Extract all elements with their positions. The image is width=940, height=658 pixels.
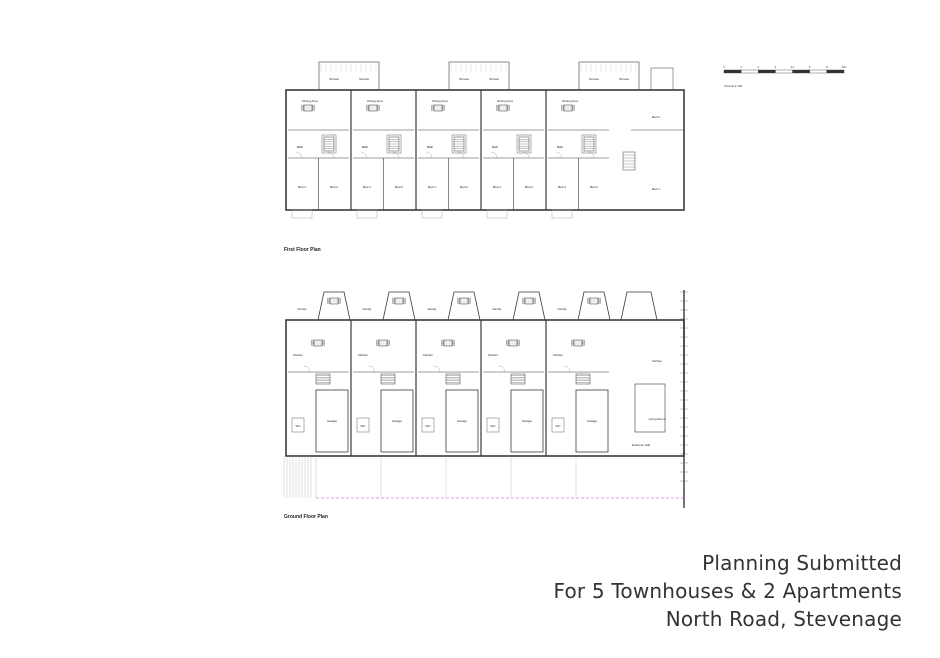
chair-icon xyxy=(518,340,520,342)
scale-segment xyxy=(827,70,844,73)
room-label-entrance: Entrance Hall xyxy=(631,443,651,447)
scale-segment xyxy=(724,70,741,73)
chair-icon xyxy=(432,107,434,109)
caption-status: Planning Submitted xyxy=(702,551,902,575)
room-label-dining: Dining Area xyxy=(367,99,383,103)
room-label-bed: Bed 1 xyxy=(363,185,371,189)
first-floor-plan xyxy=(286,62,684,218)
chair-icon xyxy=(518,342,520,344)
chair-icon xyxy=(599,298,601,300)
terrace-outline xyxy=(319,62,379,90)
table-icon xyxy=(564,105,572,111)
chair-icon xyxy=(377,344,379,346)
chair-icon xyxy=(523,300,525,302)
door-swing xyxy=(434,366,440,372)
room-label-bath: Bath xyxy=(491,145,499,149)
chair-icon xyxy=(313,109,315,111)
chair-icon xyxy=(323,342,325,344)
room-label-bed: Bed 2 xyxy=(460,185,468,189)
scale-tick-label: 8 xyxy=(826,66,828,69)
chair-icon xyxy=(534,298,536,300)
bay-projection xyxy=(513,292,545,320)
room-label-bed: Bed 1 xyxy=(558,185,566,189)
room-label-bed: Bed 2 xyxy=(652,115,660,119)
ground-floor-outer-wall xyxy=(286,320,684,456)
chair-icon xyxy=(583,340,585,342)
scale-tick-label: 4m xyxy=(790,66,795,69)
chair-icon xyxy=(313,105,315,107)
chair-icon xyxy=(588,300,590,302)
chair-icon xyxy=(453,344,455,346)
room-label-bed: Bed 1 xyxy=(493,185,501,189)
chair-icon xyxy=(432,105,434,107)
chair-icon xyxy=(518,344,520,346)
scale-tick-label: 1 xyxy=(740,66,742,69)
room-label-kitchen: Kitchen xyxy=(552,353,564,357)
room-label-bath: Bath xyxy=(361,145,369,149)
room-label-wc: WC xyxy=(555,424,561,428)
chair-icon xyxy=(573,105,575,107)
chair-icon xyxy=(507,342,509,344)
chair-icon xyxy=(523,302,525,304)
table-icon xyxy=(509,340,517,346)
room-label-dining: Dining Area xyxy=(302,99,318,103)
room-label-bath: Bath xyxy=(556,145,564,149)
room-label-terrace: Terrace xyxy=(458,77,470,81)
chair-icon xyxy=(572,340,574,342)
caption-location: North Road, Stevenage xyxy=(665,607,902,631)
chair-icon xyxy=(469,300,471,302)
chair-icon xyxy=(573,107,575,109)
table-icon xyxy=(434,105,442,111)
chair-icon xyxy=(302,105,304,107)
chair-icon xyxy=(404,302,406,304)
chair-icon xyxy=(312,344,314,346)
chair-icon xyxy=(508,107,510,109)
scale-segment xyxy=(775,70,792,73)
chair-icon xyxy=(443,109,445,111)
room-label-bed: Bed 1 xyxy=(652,187,660,191)
room-label-bed: Bed 1 xyxy=(428,185,436,189)
room-label-garage: Garage xyxy=(456,419,468,423)
chair-icon xyxy=(302,107,304,109)
table-icon xyxy=(574,340,582,346)
table-icon xyxy=(304,105,312,111)
door-swing xyxy=(426,152,432,158)
ground-floor-plan xyxy=(284,290,688,508)
chair-icon xyxy=(497,109,499,111)
bay-window xyxy=(357,210,377,218)
table-icon xyxy=(590,298,598,304)
chair-icon xyxy=(507,344,509,346)
scale-segment xyxy=(810,70,827,73)
chair-icon xyxy=(469,302,471,304)
chair-icon xyxy=(588,298,590,300)
chair-icon xyxy=(393,302,395,304)
chair-icon xyxy=(393,298,395,300)
bay-window xyxy=(292,210,312,218)
chair-icon xyxy=(562,105,564,107)
chair-icon xyxy=(583,344,585,346)
ground-floor-plan-title: Ground Floor Plan xyxy=(284,514,328,520)
room-label-dining: Dining Area xyxy=(562,99,578,103)
chair-icon xyxy=(599,302,601,304)
room-label-living: Living Room xyxy=(648,417,666,421)
chair-icon xyxy=(469,298,471,300)
chair-icon xyxy=(508,105,510,107)
bay-projection xyxy=(318,292,350,320)
scale-tick-label: 0 xyxy=(723,66,725,69)
chair-icon xyxy=(458,300,460,302)
chair-icon xyxy=(404,300,406,302)
chair-icon xyxy=(378,105,380,107)
chair-icon xyxy=(497,107,499,109)
room-label-kitchen: Kitchen xyxy=(422,353,434,357)
scale-bar xyxy=(723,65,846,73)
room-label-family: Family xyxy=(427,307,437,311)
room-label-terrace: Terrace xyxy=(328,77,340,81)
door-swing xyxy=(564,366,570,372)
room-label-terrace: Terrace xyxy=(358,77,370,81)
chair-icon xyxy=(599,300,601,302)
chair-icon xyxy=(388,340,390,342)
chair-icon xyxy=(442,344,444,346)
first-floor-plan-title: First Floor Plan xyxy=(284,247,321,253)
chair-icon xyxy=(367,105,369,107)
table-icon xyxy=(379,340,387,346)
room-label-terrace: Terrace xyxy=(488,77,500,81)
bay-projection xyxy=(621,292,657,320)
chair-icon xyxy=(393,300,395,302)
scale-segment xyxy=(741,70,758,73)
room-label-family: Family xyxy=(297,307,307,311)
chair-icon xyxy=(588,302,590,304)
scale-tick-label: 3 xyxy=(774,66,777,69)
chair-icon xyxy=(323,340,325,342)
chair-icon xyxy=(508,109,510,111)
room-label-bed: Bed 2 xyxy=(395,185,403,189)
door-swing xyxy=(369,366,375,372)
bay-window xyxy=(422,210,442,218)
door-swing xyxy=(556,152,562,158)
bay-projection xyxy=(383,292,415,320)
room-label-family: Family xyxy=(362,307,372,311)
room-label-wc: WC xyxy=(360,424,366,428)
caption-description: For 5 Townhouses & 2 Apartments xyxy=(553,579,902,603)
table-icon xyxy=(444,340,452,346)
table-icon xyxy=(395,298,403,304)
room-label-dining: Dining Area xyxy=(497,99,513,103)
room-label-dining: Dining Area xyxy=(432,99,448,103)
chair-icon xyxy=(583,342,585,344)
chair-icon xyxy=(313,107,315,109)
room-label-bed: Bed 2 xyxy=(330,185,338,189)
chair-icon xyxy=(312,340,314,342)
chair-icon xyxy=(388,342,390,344)
table-icon xyxy=(525,298,533,304)
room-label-bed: Bed 1 xyxy=(298,185,306,189)
room-label-kitchen: Kitchen xyxy=(487,353,499,357)
terrace-outline xyxy=(579,62,639,90)
chair-icon xyxy=(443,105,445,107)
chair-icon xyxy=(453,340,455,342)
chair-icon xyxy=(377,342,379,344)
table-icon xyxy=(369,105,377,111)
table-icon xyxy=(314,340,322,346)
table-icon xyxy=(460,298,468,304)
stair-core xyxy=(635,384,665,432)
scale-label: SCALE 1:100 xyxy=(724,84,743,88)
room-label-garage: Garage xyxy=(586,419,598,423)
chair-icon xyxy=(339,298,341,300)
room-label-bed: Bed 2 xyxy=(590,185,598,189)
room-label-wc: WC xyxy=(425,424,431,428)
room-label-kitchen: Kitchen xyxy=(651,359,663,363)
door-swing xyxy=(304,366,310,372)
room-label-kitchen: Kitchen xyxy=(292,353,304,357)
chair-icon xyxy=(443,107,445,109)
room-label-bath: Bath xyxy=(426,145,434,149)
chair-icon xyxy=(562,107,564,109)
table-icon xyxy=(330,298,338,304)
door-swing xyxy=(499,366,505,372)
chair-icon xyxy=(458,302,460,304)
scale-segment xyxy=(758,70,775,73)
door-swing xyxy=(361,152,367,158)
chair-icon xyxy=(442,342,444,344)
room-label-wc: WC xyxy=(490,424,496,428)
chair-icon xyxy=(367,107,369,109)
door-swing xyxy=(296,152,302,158)
balcony-outline xyxy=(651,68,673,90)
scale-segment xyxy=(793,70,810,73)
chair-icon xyxy=(432,109,434,111)
terrace-outline xyxy=(449,62,509,90)
table-icon xyxy=(499,105,507,111)
bay-projection xyxy=(578,292,610,320)
bay-window xyxy=(487,210,507,218)
chair-icon xyxy=(302,109,304,111)
chair-icon xyxy=(328,298,330,300)
chair-icon xyxy=(534,300,536,302)
chair-icon xyxy=(523,298,525,300)
room-label-bath: Bath xyxy=(296,145,304,149)
chair-icon xyxy=(312,342,314,344)
scale-tick-label: 2 xyxy=(757,66,760,69)
chair-icon xyxy=(458,298,460,300)
chair-icon xyxy=(328,302,330,304)
bay-window xyxy=(552,210,572,218)
scale-tick-label: 6 xyxy=(808,66,811,69)
chair-icon xyxy=(404,298,406,300)
chair-icon xyxy=(378,109,380,111)
chair-icon xyxy=(442,340,444,342)
room-label-terrace: Terrace xyxy=(588,77,600,81)
chair-icon xyxy=(572,342,574,344)
chair-icon xyxy=(339,300,341,302)
chair-icon xyxy=(534,302,536,304)
chair-icon xyxy=(378,107,380,109)
room-label-wc: WC xyxy=(295,424,301,428)
room-label-garage: Garage xyxy=(521,419,533,423)
chair-icon xyxy=(497,105,499,107)
chair-icon xyxy=(453,342,455,344)
chair-icon xyxy=(377,340,379,342)
door-swing xyxy=(491,152,497,158)
chair-icon xyxy=(507,340,509,342)
chair-icon xyxy=(328,300,330,302)
chair-icon xyxy=(562,109,564,111)
first-floor-outer-wall xyxy=(286,90,684,210)
scale-tick-label: 10m xyxy=(841,66,847,69)
room-label-terrace: Terrace xyxy=(618,77,630,81)
chair-icon xyxy=(339,302,341,304)
chair-icon xyxy=(367,109,369,111)
chair-icon xyxy=(323,344,325,346)
room-label-family: Family xyxy=(557,307,567,311)
chair-icon xyxy=(572,344,574,346)
room-label-bed: Bed 2 xyxy=(525,185,533,189)
chair-icon xyxy=(573,109,575,111)
room-label-garage: Garage xyxy=(391,419,403,423)
room-label-garage: Garage xyxy=(326,419,338,423)
room-label-family: Family xyxy=(492,307,502,311)
chair-icon xyxy=(388,344,390,346)
bay-projection xyxy=(448,292,480,320)
room-label-kitchen: Kitchen xyxy=(357,353,369,357)
